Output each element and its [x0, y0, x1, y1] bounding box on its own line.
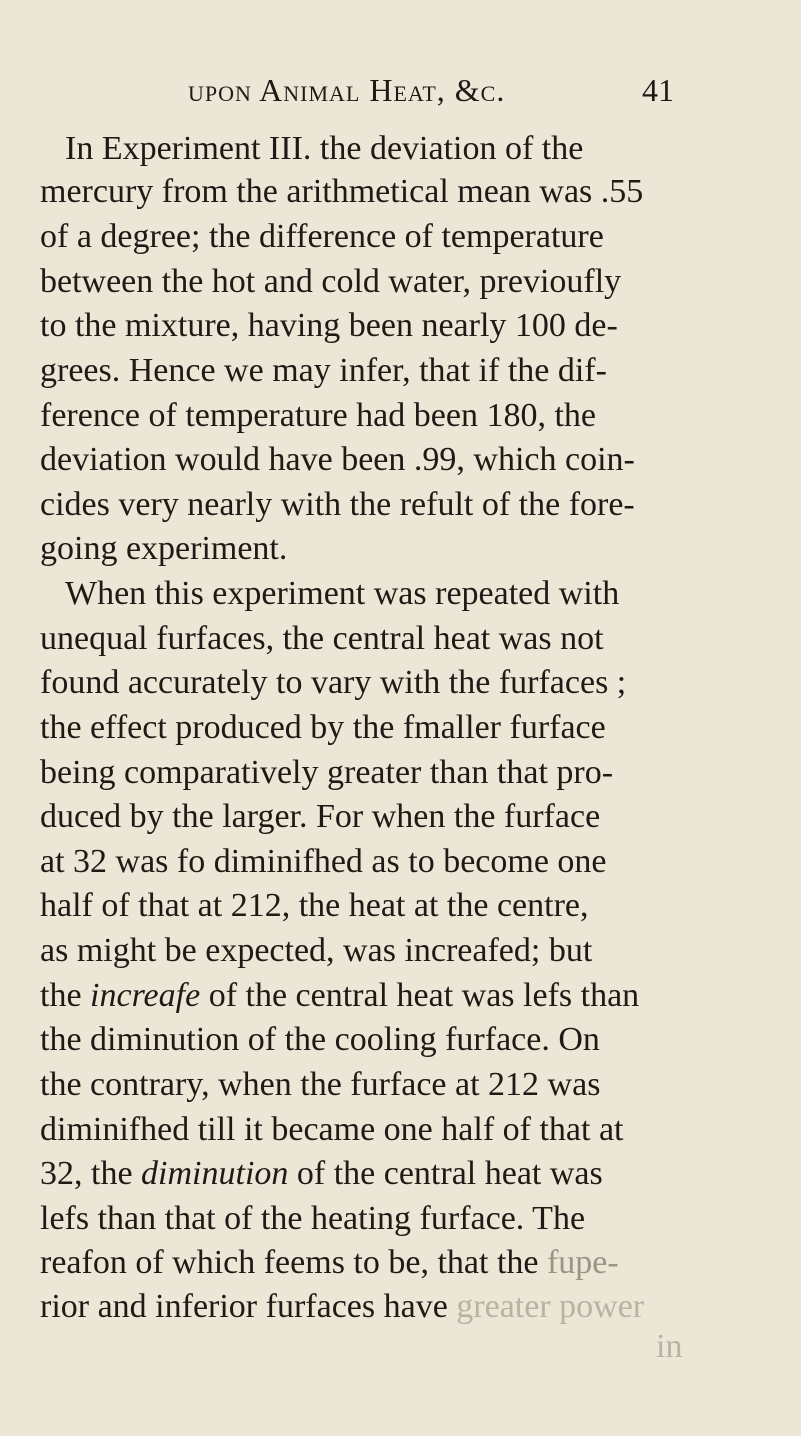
text-segment: reafon of which feems to be, that the	[40, 1244, 547, 1281]
text-line: going experiment.	[40, 530, 288, 567]
text-line: ference of temperature had been 180, the	[40, 397, 596, 434]
text-line: of a degree; the difference of temperature	[40, 218, 604, 255]
text-segment: rior and inferior furfaces have	[40, 1288, 457, 1325]
text-line: lefs than that of the heating furface. The	[40, 1200, 586, 1237]
text-line: mercury from the arithmetical mean was .55	[40, 173, 644, 210]
text-line	[40, 1288, 644, 1326]
faded-text: greater power	[456, 1288, 645, 1325]
text-line: the effect produced by the fmaller furface	[40, 709, 606, 746]
text-line: the contrary, when the furface at 212 was	[40, 1066, 601, 1103]
text-line: cides very nearly with the refult of the fore-	[40, 486, 635, 523]
page-number: 41	[642, 72, 674, 108]
running-title: upon Animal Heat, &c.	[188, 72, 506, 108]
text-line: being comparatively greater than that pro-	[40, 754, 614, 791]
catchword: in	[656, 1328, 683, 1365]
faded-text: fupe-	[546, 1244, 619, 1281]
text-line: to the mixture, having been nearly 100 de-	[40, 307, 618, 344]
running-header	[0, 72, 801, 120]
text-line: the diminution of the cooling furface. On	[40, 1021, 600, 1058]
text-segment: the	[40, 977, 91, 1014]
italic-word: diminution	[141, 1155, 289, 1192]
text-line: diminifhed till it became one half of that at	[40, 1111, 624, 1148]
text-line: grees. Hence we may infer, that if the dif-	[40, 352, 607, 389]
italic-word: increafe	[90, 977, 201, 1014]
text-line: unequal furfaces, the central heat was not	[40, 620, 604, 657]
text-line	[40, 1155, 603, 1193]
text-segment: 32, the	[40, 1155, 142, 1192]
text-line	[40, 977, 639, 1015]
text-segment: of the central heat was lefs than	[200, 977, 640, 1014]
text-line: duced by the larger. For when the furface	[40, 798, 601, 835]
text-line	[40, 1244, 619, 1282]
text-line: In Experiment III. the deviation of the	[65, 130, 584, 167]
text-line: half of that at 212, the heat at the centre,	[40, 887, 589, 924]
text-line: as might be expected, was increafed; but	[40, 932, 593, 969]
text-line: between the hot and cold water, previoufly	[40, 263, 622, 300]
text-line: deviation would have been .99, which coin-	[40, 441, 635, 478]
text-segment: of the central heat was	[288, 1155, 603, 1192]
text-line: at 32 was fo diminifhed as to become one	[40, 843, 607, 880]
text-line: When this experiment was repeated with	[65, 575, 620, 612]
text-line: found accurately to vary with the furfaces ;	[40, 664, 627, 701]
